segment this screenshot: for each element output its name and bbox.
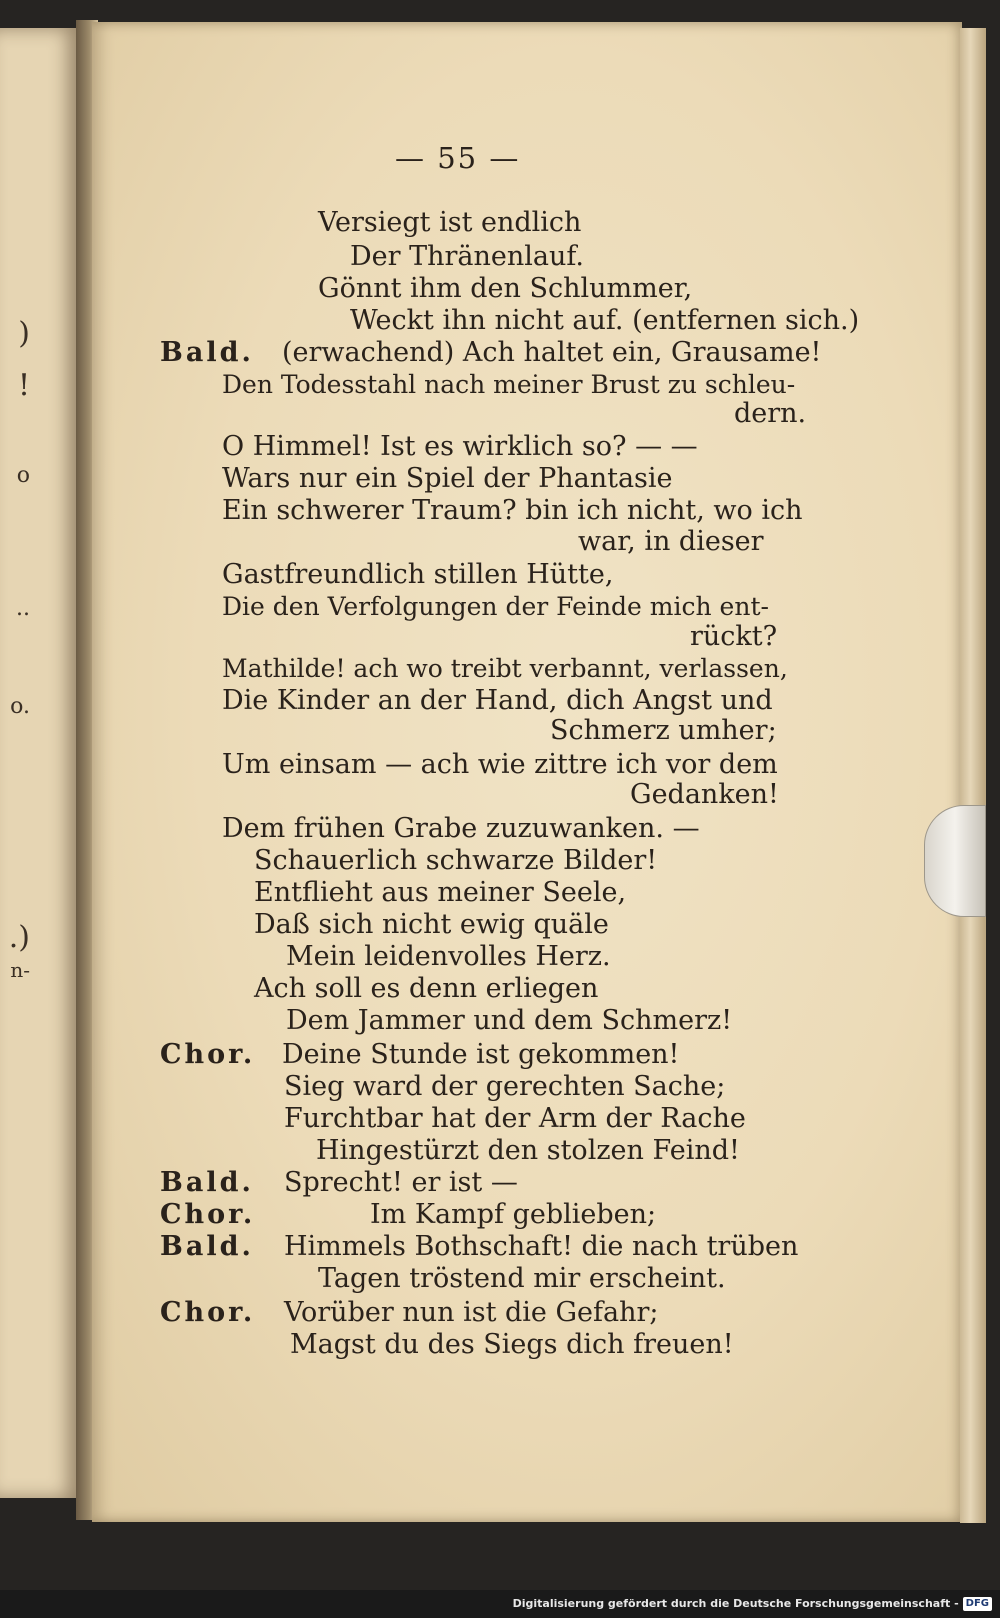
verse-line: Im Kampf geblieben; (370, 1199, 657, 1230)
digitization-credit (513, 1594, 992, 1614)
verse-line: Sieg ward der gerechten Sache; (284, 1071, 726, 1102)
speaker-name: Chor. (160, 1297, 256, 1328)
verse-line: Dem Jammer und dem Schmerz! (286, 1005, 733, 1036)
verse-line: Weckt ihn nicht auf. (entfernen sich.) (350, 305, 860, 336)
verse-line: Schauerlich schwarze Bilder! (254, 845, 658, 876)
page-edge (960, 28, 986, 1523)
verse-line: Tagen tröstend mir erscheint. (318, 1263, 726, 1294)
page-clip (924, 805, 986, 917)
verse-line: Den Todesstahl nach meiner Brust zu schleu- (222, 370, 796, 399)
verse-line: Deine Stunde ist gekommen! (282, 1039, 680, 1070)
speaker-name: Chor. (160, 1199, 256, 1230)
verse-line: Dem frühen Grabe zuzuwanken. — (222, 813, 700, 844)
verse-line: Sprecht! er ist — (284, 1167, 518, 1198)
verse-line: dern. (734, 398, 807, 429)
verse-line: Vorüber nun ist die Gefahr; (284, 1297, 659, 1328)
left-page-fragment: o (16, 463, 30, 488)
verse-line: Mathilde! ach wo treibt verbannt, verlassen, (222, 654, 788, 683)
dfg-logo-icon: DFG (963, 1597, 992, 1611)
verse-line: Schmerz umher; (550, 715, 777, 746)
verse-line: war, in dieser (578, 526, 764, 557)
speaker-name: Bald. (160, 1231, 254, 1262)
verse-line: Daß sich nicht ewig quäle (254, 909, 609, 940)
left-page (0, 28, 80, 1498)
left-page-fragment: ) (18, 316, 30, 351)
verse-line: Magst du des Siegs dich freuen! (290, 1329, 734, 1360)
verse-line: Hingestürzt den stolzen Feind! (316, 1135, 740, 1166)
verse-line: Der Thränenlauf. (350, 241, 585, 272)
left-page-fragment: ! (17, 368, 30, 403)
left-page-fragment: o. (10, 694, 30, 719)
verse-line: Versiegt ist endlich (318, 207, 582, 238)
verse-line: (erwachend) Ach haltet ein, Grausame! (282, 337, 822, 368)
verse-line: O Himmel! Ist es wirklich so? — — (222, 431, 698, 462)
left-page-fragment: .) (8, 920, 30, 955)
speaker-name: Chor. (160, 1039, 256, 1070)
verse-line: Die Kinder an der Hand, dich Angst und (222, 685, 773, 716)
left-page-fragment: .. (16, 596, 30, 621)
verse-line: Wars nur ein Spiel der Phantasie (222, 463, 673, 494)
left-page-fragment: n- (10, 958, 30, 982)
verse-line: rückt? (690, 621, 778, 652)
verse-line: Die den Verfolgungen der Feinde mich ent- (222, 592, 769, 621)
verse-line: Mein leidenvolles Herz. (286, 941, 611, 972)
verse-line: Ein schwerer Traum? bin ich nicht, wo ich (222, 495, 803, 526)
verse-line: Gedanken! (630, 779, 779, 810)
verse-line: Um einsam — ach wie zittre ich vor dem (222, 749, 778, 780)
speaker-name: Bald. (160, 1167, 254, 1198)
verse-line: Entflieht aus meiner Seele, (254, 877, 627, 908)
speaker-name: Bald. (160, 337, 254, 368)
verse-line: Gönnt ihm den Schlummer, (318, 273, 693, 304)
page-number: — 55 — (395, 141, 521, 175)
verse-line: Gastfreundlich stillen Hütte, (222, 559, 614, 590)
verse-line: Ach soll es denn erliegen (254, 973, 599, 1004)
verse-line: Furchtbar hat der Arm der Rache (284, 1103, 746, 1134)
verse-line: Himmels Bothschaft! die nach trüben (284, 1231, 799, 1262)
credit-text: Digitalisierung gefördert durch die Deutsche Forschungsgemeinschaft - (512, 1597, 959, 1610)
